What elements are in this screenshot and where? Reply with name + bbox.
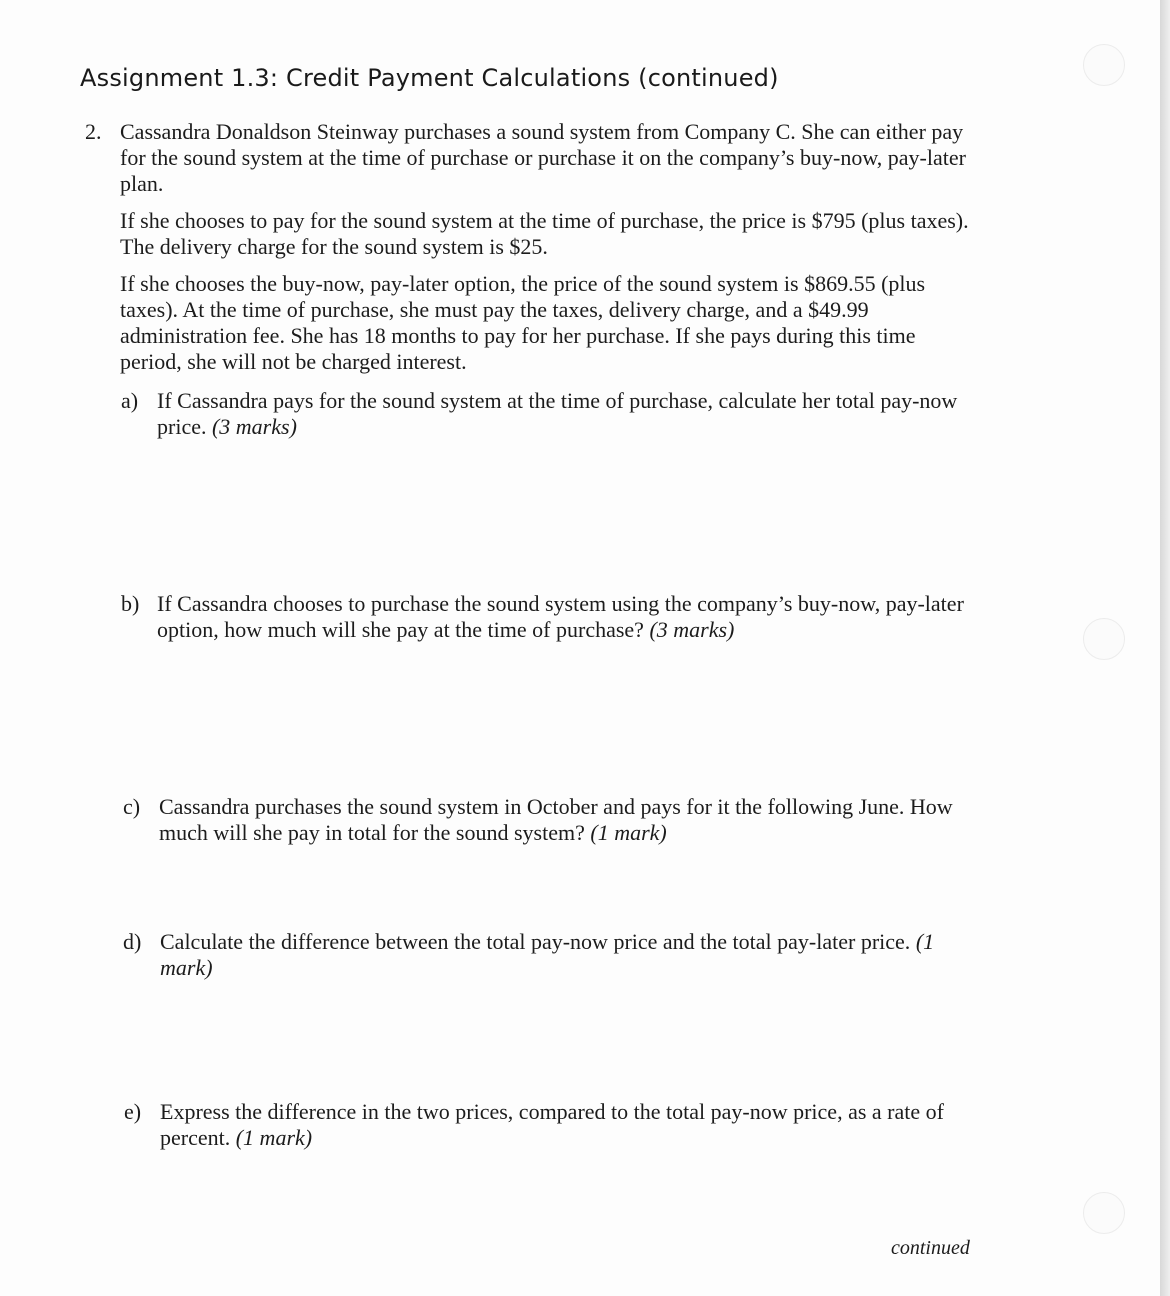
part-e-question: [160, 1099, 970, 1151]
continued-note: continued: [891, 1237, 970, 1259]
question-number: 2.: [85, 119, 102, 144]
part-marks: (3 marks): [211, 414, 297, 439]
part-text: Calculate the difference between the total pay-now price and the total pay-later price.: [160, 929, 911, 954]
part-text: Cassandra purchases the sound system in October and pays for it the following June. How much will she pay in total for the sound system?: [159, 794, 953, 845]
part-text: If Cassandra pays for the sound system at the time of purchase, calculate her total pay-now price.: [157, 388, 958, 439]
binder-hole: [1083, 1192, 1125, 1234]
binder-hole: [1083, 44, 1125, 86]
part-label: b): [121, 591, 140, 616]
part-text: Express the difference in the two prices, compared to the total pay-now price, as a rate of percent.: [160, 1099, 944, 1150]
part-label: a): [121, 388, 139, 413]
part-marks: (1 mark): [160, 929, 935, 980]
binder-hole: [1083, 618, 1125, 660]
part-label: c): [123, 794, 141, 819]
part-label: e): [124, 1099, 142, 1124]
question-intro: Cassandra Donaldson Steinway purchases a sound system from Company C. She can either pay for the sound system at the time of purchase or purchase it on the company’s buy-now, pay-later plan.: [120, 119, 966, 196]
part-label: d): [123, 929, 142, 954]
part-text: If Cassandra chooses to purchase the sound system using the company’s buy-now, pay-later option, how much will she pay at the time of purchase?: [157, 591, 964, 642]
part-c-question: [159, 794, 969, 846]
page-edge-shadow: [1160, 0, 1170, 1296]
part-marks: (1 mark): [590, 820, 667, 845]
page-title: Assignment 1.3: Credit Payment Calculations (continued): [80, 64, 779, 92]
pay-later-info: If she chooses the buy-now, pay-later option, the price of the sound system is $869.55 (plus taxes). At the time of purchase, she must pay the taxes, delivery charge, and a $49.99 administration fee. She has 18 months to pay for her purchase. If she pays during this time period, she will not be charged interest.: [120, 271, 926, 374]
part-marks: (3 marks): [649, 617, 735, 642]
pay-now-info: If she chooses to pay for the sound system at the time of purchase, the price is $795 (plus taxes). The delivery charge for the sound system is $25.: [120, 208, 969, 259]
part-marks: (1 mark): [235, 1125, 313, 1150]
part-d-question: [160, 929, 970, 981]
part-a-question: [157, 388, 967, 440]
part-b-question: [157, 591, 967, 643]
